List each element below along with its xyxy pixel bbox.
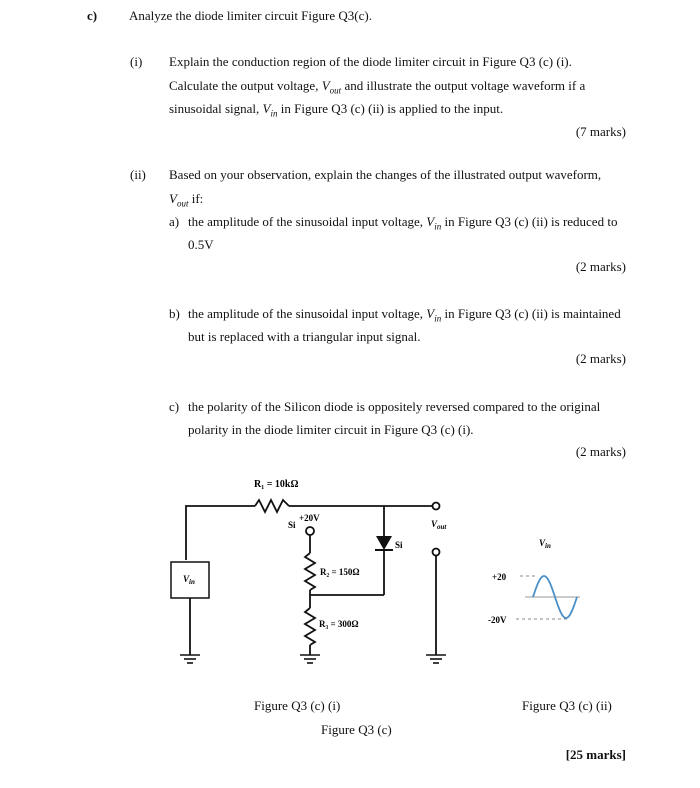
question-text: Analyze the diode limiter circuit Figure Q3(c).: [129, 8, 372, 23]
supply-label: +20V: [299, 513, 320, 523]
caption-fig: Figure Q3 (c): [321, 722, 392, 737]
question-label: c): [87, 8, 98, 23]
vin-box-label: $V_{in}$: [183, 574, 195, 586]
part-ii-a-marks: (2 marks): [575, 259, 626, 274]
part-i-label: (i): [130, 54, 143, 69]
part-i-line1: Explain the conduction region of the diode limiter circuit in Figure Q3 (c) (i).: [169, 54, 572, 69]
part-ii-b-marks: (2 marks): [575, 351, 626, 366]
r2-label: R₂ = 150Ω: [320, 567, 360, 577]
part-i-marks: (7 marks): [575, 124, 626, 139]
part-i-line2: Calculate the output voltage, $V_{out}$ and illustrate the output voltage waveform if a: [169, 78, 586, 96]
part-ii-b-line1: the amplitude of the sinusoidal input voltage, $V_{in}$ in Figure Q3 (c) (ii) is maintained: [188, 306, 621, 324]
diode-triangle: [376, 536, 392, 550]
part-ii-line2: $V_{out}$ if:: [169, 191, 204, 209]
part-ii-b-line2: but is replaced with a triangular input signal.: [188, 329, 421, 344]
caption-fig-ii: Figure Q3 (c) (ii): [522, 698, 612, 713]
circuit-diagram: [0, 470, 700, 700]
si-label-diode: Si: [395, 540, 403, 550]
part-ii-a-line1: the amplitude of the sinusoidal input voltage, $V_{in}$ in Figure Q3 (c) (ii) is reduced to: [188, 214, 618, 232]
part-ii-c-label: c): [169, 399, 180, 414]
part-ii-c-marks: (2 marks): [575, 444, 626, 459]
part-ii-c-line2: polarity in the diode limiter circuit in Figure Q3 (c) (i).: [188, 422, 474, 437]
part-ii-a-line2: 0.5V: [188, 237, 214, 252]
r1-label: R₁ = 10kΩ: [254, 479, 299, 490]
part-ii-c-line1: the polarity of the Silicon diode is oppositely reversed compared to the original: [188, 399, 601, 414]
caption-fig-i: Figure Q3 (c) (i): [254, 698, 341, 713]
r3-label: R₃ = 300Ω: [319, 619, 359, 629]
part-ii-a-label: a): [169, 214, 180, 229]
part-ii-label: (ii): [130, 167, 146, 182]
waveform-pos-label: +20: [492, 572, 507, 582]
vout-label: $V_{out}$: [431, 519, 447, 531]
si-label-left: Si: [288, 520, 296, 530]
part-ii-line1: Based on your observation, explain the changes of the illustrated output waveform,: [169, 167, 602, 182]
waveform-title: $V_{in}$: [539, 538, 551, 550]
waveform-neg-label: -20V: [488, 615, 507, 625]
total-marks: [25 marks]: [565, 747, 626, 762]
part-i-line3: sinusoidal signal, $V_{in}$ in Figure Q3 (c) (ii) is applied to the input.: [169, 101, 504, 119]
part-ii-b-label: b): [169, 306, 180, 321]
